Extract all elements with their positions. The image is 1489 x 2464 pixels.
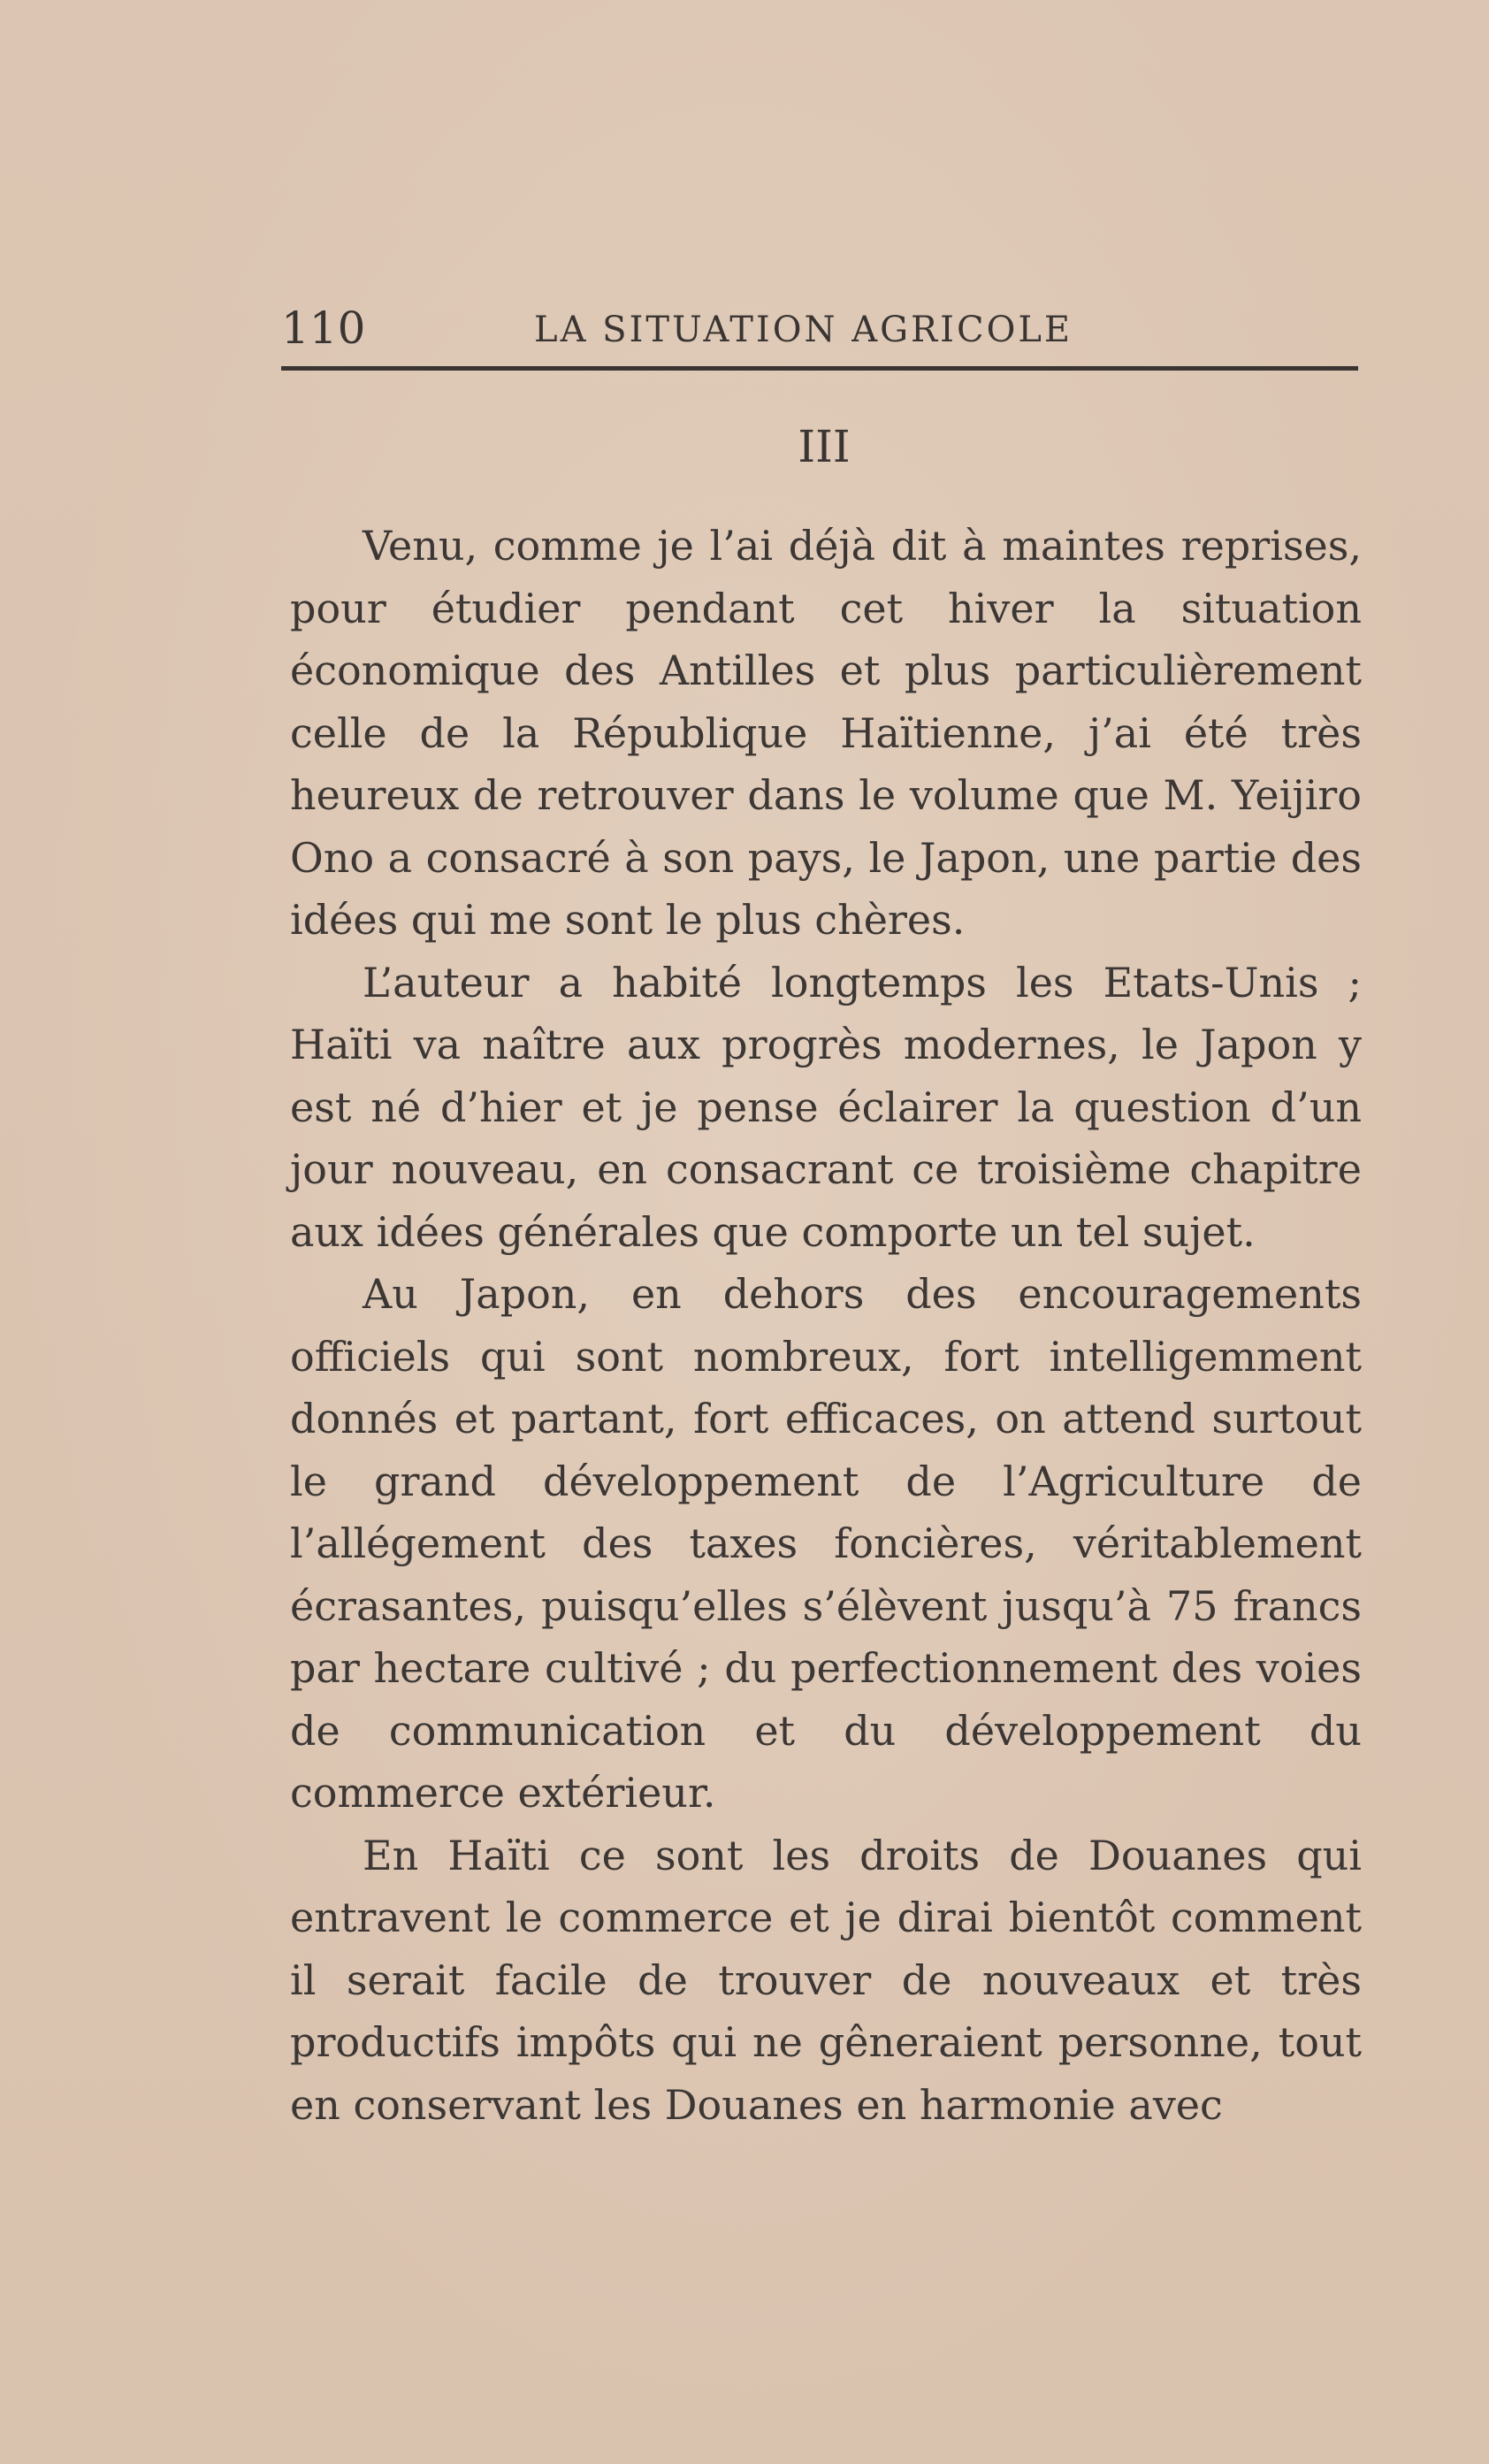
running-title: LA SITUATION AGRICOLE [534,310,1073,350]
page-number: 110 [281,302,366,354]
running-head [281,295,1358,371]
paragraph: En Haïti ce sont les droits de Douanes qui entravent le commerce et je dirai bientôt comment il serait facile de trouver de nouveaux et très productifs impôts qui ne gêneraient personne, tout en conservant les Douanes en harmonie avec [290,1831,1362,2129]
body-text [290,515,1362,2136]
paragraph: Au Japon, en dehors des encouragements officiels qui sont nombreux, fort intelligemment donnés et partant, fort efficaces, on attend surtout le grand développement de l’Agriculture de l’allégement des taxes foncières, véritablement écrasantes, puisqu’elles s’élèvent jusqu’à 75 francs par hectare cultivé ; du perfectionnement des voies de communication et du développement du commerce extérieur. [290,1270,1362,1817]
paragraph: L’auteur a habité longtemps les Etats-Unis ; Haïti va naître aux progrès modernes, le Japon y est né d’hier et je pense éclairer la question d’un jour nouveau, en consacrant ce troisième chapitre aux idées générales que comporte un tel sujet. [290,958,1362,1256]
section-number: III [798,421,851,472]
paragraph: Venu, comme je l’ai déjà dit à maintes reprises, pour étudier pendant cet hiver la situation économique des Antilles et plus particulièrement celle de la République Haïtienne, j’ai été très heureux de retrouver dans le volume que M. Yeijiro Ono a consacré à son pays, le Japon, une partie des idées qui me sont le plus chères. [290,522,1362,944]
